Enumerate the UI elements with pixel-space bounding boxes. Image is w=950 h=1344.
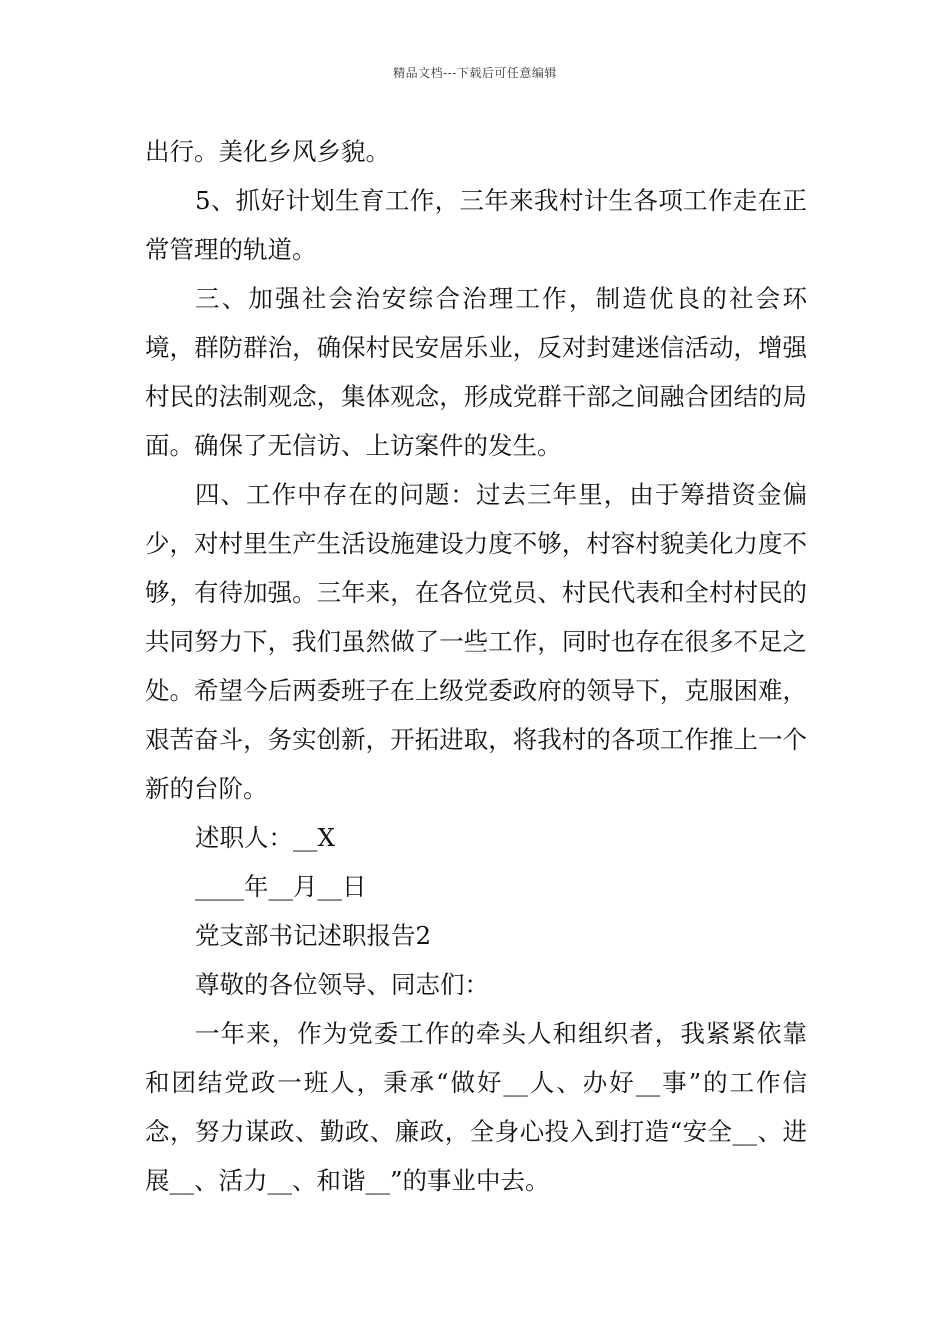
page-header: 精品文档---下载后可任意编辑: [393, 66, 557, 80]
paragraph-continuation: 出行。美化乡风乡貌。: [145, 137, 390, 166]
paragraph-intro: 一年来，作为党委工作的牵头人和组织者，我紧紧依靠和团结党政一班人，秉承“做好__人、办好__事”的工作信念，努力谋政、勤政、廉政，全身心投入到打造“安全__、进展__、活力__、和谐__”的事业中去。: [145, 1019, 807, 1195]
document-body: [145, 127, 807, 1205]
report-title: 党支部书记述职报告2: [195, 921, 432, 950]
paragraph-public-security: 三、加强社会治安综合治理工作，制造优良的社会环境，群防群治，确保村民安居乐业，反对封建迷信活动，增强村民的法制观念，集体观念，形成党群干部之间融合团结的局面。确保了无信访、上访案件的发生。: [145, 284, 807, 460]
salutation: 尊敬的各位领导、同志们：: [195, 970, 489, 999]
reporter-line: 述职人：__X: [195, 823, 335, 852]
paragraph-family-planning: 5、抓好计划生育工作，三年来我村计生各项工作走在正常管理的轨道。: [145, 186, 807, 264]
date-line: ____年__月__日: [195, 872, 367, 901]
paragraph-problems: 四、工作中存在的问题：过去三年里，由于筹措资金偏少，对村里生产生活设施建设力度不够，村容村貌美化力度不够，有待加强。三年来，在各位党员、村民代表和全村村民的共同努力下，我们虽然做了一些工作，同时也存在很多不足之处。希望今后两委班子在上级党委政府的领导下，克服困难，艰苦奋斗，务实创新，开拓进取，将我村的各项工作推上一个新的台阶。: [145, 480, 807, 803]
